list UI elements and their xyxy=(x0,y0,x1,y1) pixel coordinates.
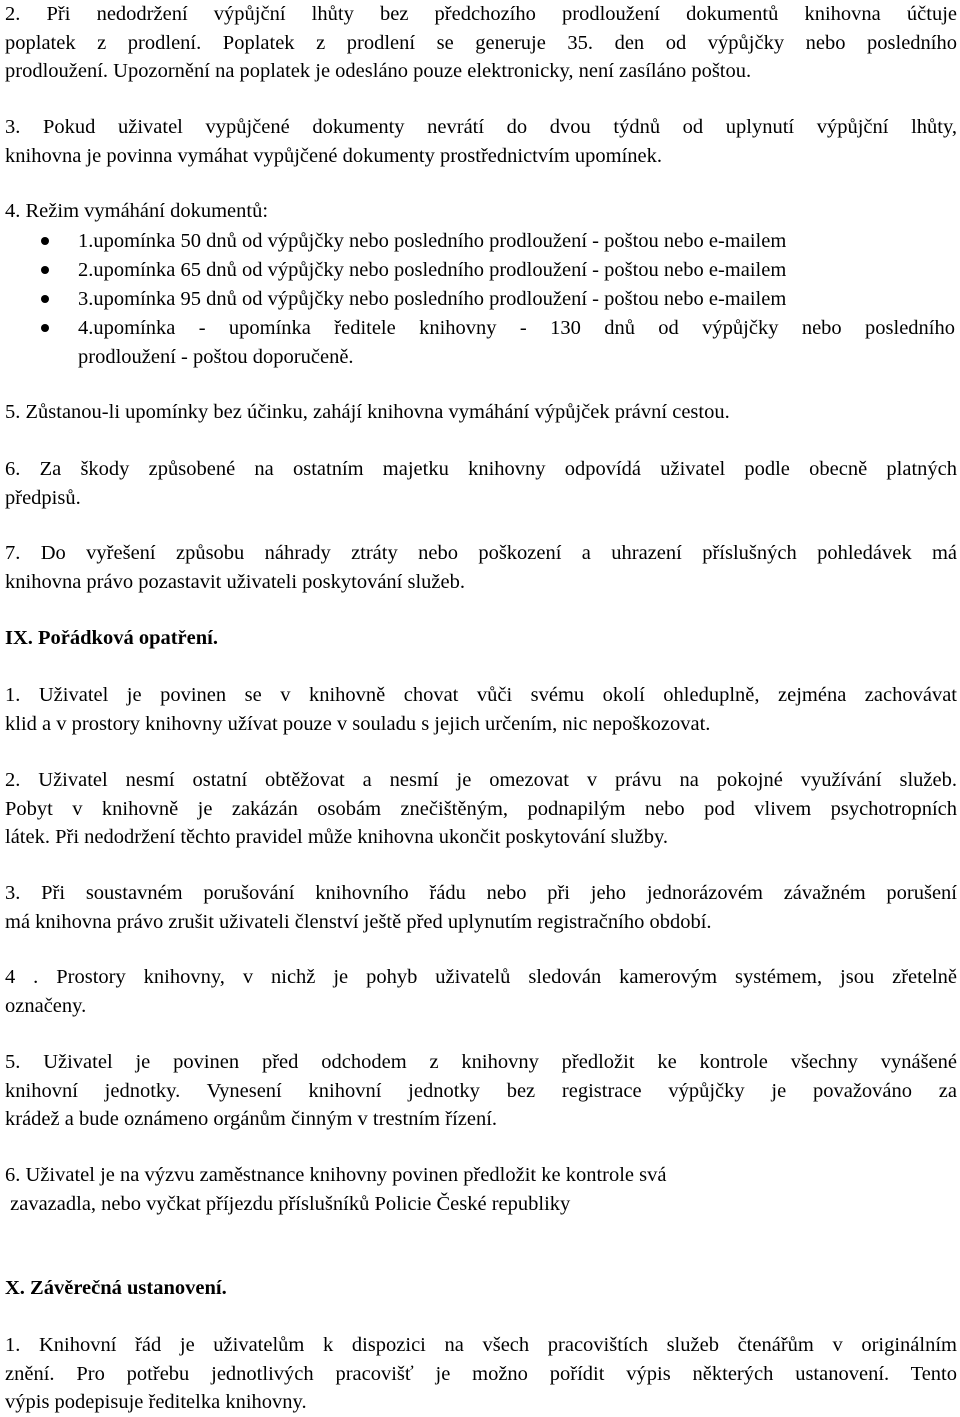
list-item xyxy=(0,314,955,371)
text-line: látek. Při nedodržení těchto pravidel může knihovna ukončit poskytování služby. xyxy=(5,826,669,848)
paragraph-final xyxy=(5,1331,957,1417)
text-line: 3. Pokud uživatel vypůjčené dokumenty nevrátí do dvou týdnů od uplynutí výpůjční lhůty, xyxy=(5,116,957,138)
text-line: 5. Zůstanou-li upomínky bez účinku, zahájí knihovna vymáhání výpůjček právní cestou. xyxy=(5,401,730,423)
text-line: 3. Při soustavném porušování knihovního řádu nebo při jeho jednorázovém závažném porušení xyxy=(5,882,957,904)
paragraph-late-fee xyxy=(5,0,957,86)
list-item-text: 3.upomínka 95 dnů od výpůjčky nebo posledního prodloužení - poštou nebo e-mailem xyxy=(78,288,787,310)
text-line: 7. Do vyřešení způsobu náhrady ztráty nebo poškození a uhrazení příslušných pohledávek má xyxy=(5,542,957,564)
list-item xyxy=(0,285,955,314)
text-line: poplatek z prodlení. Poplatek z prodlení se generuje 35. den od výpůjčky nebo posledního xyxy=(5,31,957,54)
text-line: krádež a bude oznámeno orgánům činným v trestním řízení. xyxy=(5,1108,498,1130)
paragraph-inspection xyxy=(5,1048,957,1134)
paragraph-membership xyxy=(5,879,957,936)
section-heading: IX. Pořádková opatření. xyxy=(5,627,218,649)
text-line: 1. Uživatel je povinen se v knihovně chovat vůči svému okolí ohleduplně, zejména zachovávat xyxy=(5,684,957,706)
text-line: knihovní jednotky. Vynesení knihovní jednotky bez registrace výpůjčky je považováno za xyxy=(5,1079,957,1102)
text-line: 2. Uživatel nesmí ostatní obtěžovat a nesmí je omezovat v právu na pokojné využívání služeb. xyxy=(5,769,957,791)
text-line: výpis podepisuje ředitelka knihovny. xyxy=(5,1391,307,1413)
text-line: 6. Uživatel je na výzvu zaměstnance knihovny povinen předložit ke kontrole svá xyxy=(5,1164,667,1186)
paragraph-reminders xyxy=(5,113,957,170)
text-line: knihovna je povinna vymáhat vypůjčené dokumenty prostřednictvím upomínek. xyxy=(5,144,663,167)
text-line: 5. Uživatel je povinen před odchodem z knihovny předložit ke kontrole všechny vynášené xyxy=(5,1051,957,1073)
paragraph-legal-action xyxy=(5,398,957,427)
text-line: knihovna právo pozastavit uživateli poskytování služeb. xyxy=(5,570,465,593)
paragraph-luggage xyxy=(5,1161,957,1218)
text-line: Pobyt v knihovně je zakázán osobám znečištěným, podnapilým nebo pod vlivem psychotropních xyxy=(5,797,957,820)
text-line: označeny. xyxy=(5,994,87,1017)
list-item-text: 1.upomínka 50 dnů od výpůjčky nebo posledního prodloužení - poštou nebo e-mailem xyxy=(78,230,787,252)
bullet-icon xyxy=(41,324,49,332)
text-line: 1. Knihovní řád je uživatelům k dispozici na všech pracovištích služeb čtenářům v originálním xyxy=(5,1334,957,1356)
paragraph-suspension xyxy=(5,539,957,596)
paragraph-conduct xyxy=(5,681,957,738)
paragraph-camera xyxy=(5,963,957,1020)
bullet-icon xyxy=(41,266,49,274)
text-line: 6. Za škody způsobené na ostatním majetku knihovny odpovídá uživatel podle obecně platných xyxy=(5,458,957,480)
paragraph-recovery-mode xyxy=(5,197,957,226)
text-line: zavazadla, nebo vyčkat příjezdu příslušníků Policie České republiky xyxy=(5,1192,571,1215)
text-line: má knihovna právo zrušit uživateli členství ještě před uplynutím registračního období. xyxy=(5,910,712,933)
text-line: znění. Pro potřebu jednotlivých pracovišť je možno pořídit výpis některých ustanovení. Tento xyxy=(5,1362,957,1385)
section-heading: X. Závěrečná ustanovení. xyxy=(5,1277,227,1299)
text-line: klid a v prostory knihovny užívat pouze v souladu s jejich určením, nic nepoškozovat. xyxy=(5,712,711,735)
list-item-text: 4.upomínka - upomínka ředitele knihovny - 130 dnů od výpůjčky nebo posledního xyxy=(78,317,955,339)
text-line: prodloužení. Upozornění na poplatek je odesláno pouze elektronicky, není zasíláno poštou. xyxy=(5,60,752,82)
text-line: 4 . Prostory knihovny, v nichž je pohyb uživatelů sledován kamerovým systémem, jsou zřetelně xyxy=(5,966,957,988)
text-line: předpisů. xyxy=(5,486,81,509)
list-item-text: prodloužení - poštou doporučeně. xyxy=(78,345,354,368)
bullet-icon xyxy=(41,295,49,303)
list-item xyxy=(0,227,955,256)
paragraph-disturbance xyxy=(5,766,957,852)
bullet-icon xyxy=(41,237,49,245)
list-title: 4. Režim vymáhání dokumentů: xyxy=(5,200,269,222)
paragraph-damages xyxy=(5,455,957,512)
list-item xyxy=(0,256,955,285)
list-item-text: 2.upomínka 65 dnů od výpůjčky nebo posledního prodloužení - poštou nebo e-mailem xyxy=(78,259,787,281)
text-line: 2. Při nedodržení výpůjční lhůty bez předchozího prodloužení dokumentů knihovna účtuje xyxy=(5,3,957,25)
